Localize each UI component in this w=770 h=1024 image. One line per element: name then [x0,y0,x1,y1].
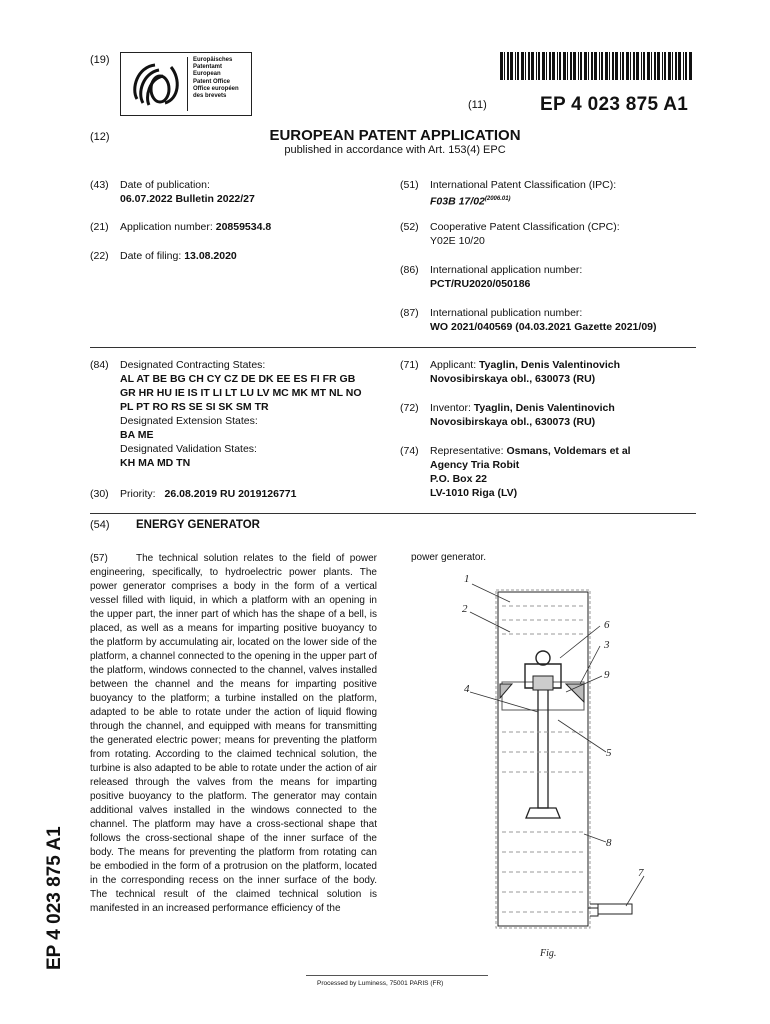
figure-label-9: 9 [604,669,610,681]
footer-rule [306,975,488,976]
abstract: (57) The technical solution relates to the field of power engineering, specifically, to hydroelectric power plants. The power generator comprises a body in the form of a vertical vessel filled with liquid, in which a platform with an opening in the upper part, the inner part of which has the shape of a bell, is placed, as well as a means for imparting positive buoyancy to the platform by accumulating air, located on the lower side of the platform, a channel connected to the opening in the upper part of the platform, windows connected to the channel, valves installed between the channel and the means for imparting positive buoyancy to the platform; a turbine installed on the platform, adapted to be able to rotate under the action of liquid flowing through the channel, and equipped with means for transmitting the generated electric power; means for preventing the platform from rotating. According to the claimed technical solution, the turbine is also adapted to be able to rotate under the action of air released through the valves from the means for imparting positive buoyancy to the platform. The generator may contain additional valves installed in the windows connected to the channel. The platform may have a cross-sectional shape that follows the cross-sectional shape of the inner surface of the body. The means for preventing the platform from rotating can be embodied in the form of a protrusion on the platform, located in the corresponding recess on the inner surface of the body. The technical result of the claimed technical solution is manifested in an increased performance efficiency of the [90,553,377,914]
figure-label-2: 2 [462,603,468,615]
office-name: Europäisches Patentamt European Patent Office Office européen des brevets [193,57,239,100]
figure-label-1: 1 [464,573,470,585]
field-72: (72) Inventor: Tyaglin, Denis Valentinovich Novosibirskaya obl., 630073 (RU) [400,402,615,428]
figure-label-6: 6 [604,619,610,631]
inid-19: (19) [90,54,110,66]
inid-11: (11) [468,99,487,111]
field-22: (22) Date of filing: 13.08.2020 [90,250,237,262]
figure-label-8: 8 [606,837,612,849]
vertical-publication-number: EP 4 023 875 A1 [44,826,65,970]
divider-top [90,347,696,348]
field-86: (86) International application number: PCT/RU2020/050186 [400,264,583,290]
epo-logo [120,52,252,116]
divider-bottom [90,513,696,514]
field-74: (74) Representative: Osmans, Voldemars et al Agency Tria Robit P.O. Box 22 LV-1010 Riga (LV) [400,445,631,499]
epo-emblem-icon [127,59,185,109]
abstract-text: The technical solution relates to the field of power engineering, specifically, to hydroelectric power plants. The power generator comprises a body in the form of a vertical vessel filled with liquid, in which a platform with an opening in the upper part, the inner part of which has the shape of a bell, is placed, as well as a means for imparting positive buoyancy to the platform by accumulating air, located on the lower side of the platform, a channel connected to the opening in the upper part of the platform, windows connected to the channel, valves installed between the channel and the means for imparting positive buoyancy to the platform; a turbine installed on the platform, adapted to be able to rotate under the action of liquid flowing through the channel, and equipped with means for transmitting the generated electric power; means for preventing the platform from rotating. According to the claimed technical solution, the turbine is also adapted to be able to rotate under the action of air released through the valves from the means for imparting positive buoyancy to the platform. The generator may contain additional valves installed in the windows connected to the channel. The platform may have a cross-sectional shape that follows the cross-sectional shape of the inner surface of the body. The means for preventing the platform from rotating can be embodied in the form of a protrusion on the platform, located in the corresponding recess on the inner surface of the body. The technical result of the claimed technical solution is manifested in an increased performance efficiency of the [90,553,377,914]
document-type: EUROPEAN PATENT APPLICATION [269,127,521,144]
barcode [500,52,694,80]
figure-label-4: 4 [464,683,470,695]
field-87: (87) International publication number: WO 2021/040569 (04.03.2021 Gazette 2021/09) [400,307,657,333]
publication-number: EP 4 023 875 A1 [540,94,689,115]
abstract-continuation: power generator. [411,552,487,563]
figure-label-5: 5 [606,747,612,759]
footer-text: Processed by Luminess, 75001 PARIS (FR) [317,980,444,987]
figure-label-3: 3 [604,639,610,651]
figure-label-7: 7 [638,867,644,879]
field-30: (30) Priority: 26.08.2019 RU 2019126771 [90,488,297,500]
field-84: (84) Designated Contracting States: AL AT BE BG CH CY CZ DE DK EE ES FI FR GB GR HR HU IE IS IT LI LT LU LV MC MK MT NL NO PL PT RO RS SE SI SK SM TR Designated Extension States: BA ME Designated Validation States: KH MA MD TN [90,359,362,469]
document-subtitle: published in accordance with Art. 153(4) EPC [284,144,506,156]
field-54: (54) ENERGY GENERATOR [90,519,260,531]
figure-drawing [440,572,670,962]
field-43: (43) Date of publication: 06.07.2022 Bulletin 2022/27 [90,179,255,205]
inid-12: (12) [90,131,110,143]
field-21: (21) Application number: 20859534.8 [90,221,272,233]
figure-caption: Fig. [540,948,557,959]
field-51: (51) International Patent Classification (IPC): F03B $17/02^{(2006.01)}$ [400,179,617,208]
field-71: (71) Applicant: Tyaglin, Denis Valentinovich Novosibirskaya obl., 630073 (RU) [400,359,621,385]
field-52: (52) Cooperative Patent Classification (CPC): Y02E 10/20 [400,221,620,247]
